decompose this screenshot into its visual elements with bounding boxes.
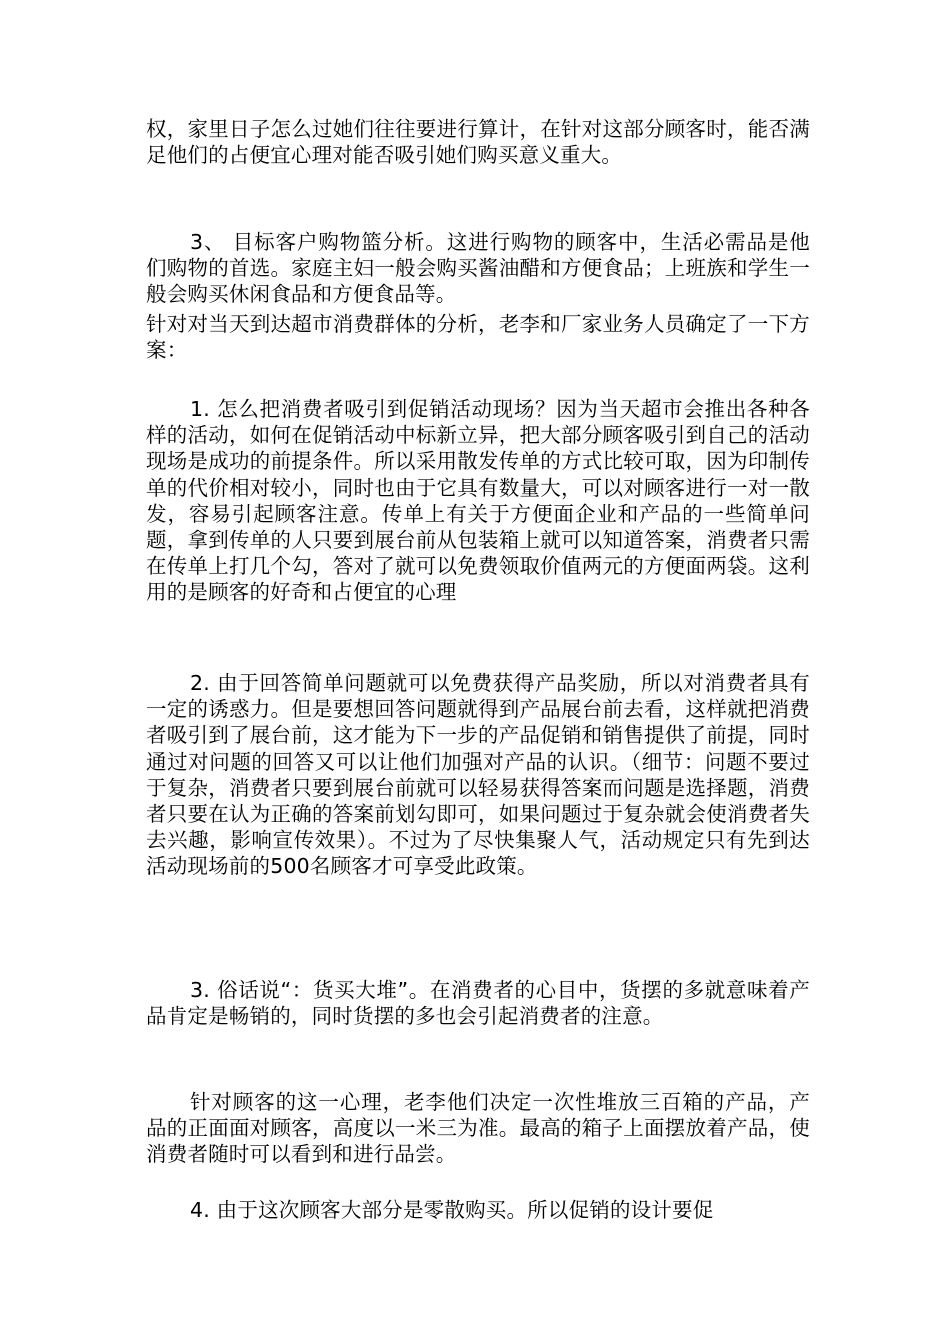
paragraph-plan-intro: 针对对当天到达超市消费群体的分析，老李和厂家业务人员确定了一下方案：	[146, 312, 810, 363]
paragraph-item-2: 2. 由于回答简单问题就可以免费获得产品奖励，所以对消费者具有一定的诱惑力。但是要想回答问题就得到产品展台前去看，这样就把消费者吸引到了展台前，这才能为下一步的产品促销和销售提供了前提，同时通过对问题的回答又可以让他们加强对产品的认识。（细节：问题不要过于复杂，消费者只要到展台前就可以轻易获得答案而问题是选择题，消费者只要在认为正确的答案前划勾即可，如果问题过于复杂就会使消费者失去兴趣，影响宣传效果）。不过为了尽快集聚人气，活动规定只有先到达活动现场前的500名顾客才可享受此政策。	[146, 671, 810, 879]
paragraph-target-basket: 3、 目标客户购物篮分析。这进行购物的顾客中，生活必需品是他们购物的首选。家庭主妇一般会购买酱油醋和方便食品；上班族和学生一般会购买休闲食品和方便食品等。	[146, 230, 810, 307]
paragraph-item-4: 4. 由于这次顾客大部分是零散购买。所以促销的设计要促	[190, 1198, 714, 1222]
paragraph-display-plan: 针对顾客的这一心理，老李他们决定一次性堆放三百箱的产品，产品的正面面对顾客，高度以一米三为准。最高的箱子上面摆放着产品，使消费者随时可以看到和进行品尝。	[146, 1090, 810, 1167]
paragraph-item-1: 1. 怎么把消费者吸引到促销活动现场？因为当天超市会推出各种各样的活动，如何在促销活动中标新立异，把大部分顾客吸引到自己的活动现场是成功的前提条件。所以采用散发传单的方式比较可取，因为印制传单的代价相对较小，同时也由于它具有数量大，可以对顾客进行一对一散发，容易引起顾客注意。传单上有关于方便面企业和产品的一些简单问题，拿到传单的人只要到展台前从包装箱上就可以知道答案，消费者只需在传单上打几个勾，答对了就可以免费领取价值两元的方便面两袋。这利用的是顾客的好奇和占便宜的心理	[146, 397, 810, 605]
paragraph-item-3: 3. 俗话说“：货买大堆”。在消费者的心目中，货摆的多就意味着产品肯定是畅销的，同时货摆的多也会引起消费者的注意。	[146, 978, 810, 1029]
paragraph-continuation: 权，家里日子怎么过她们往往要进行算计，在针对这部分顾客时，能否满足他们的占便宜心理对能否吸引她们购买意义重大。	[146, 117, 810, 168]
